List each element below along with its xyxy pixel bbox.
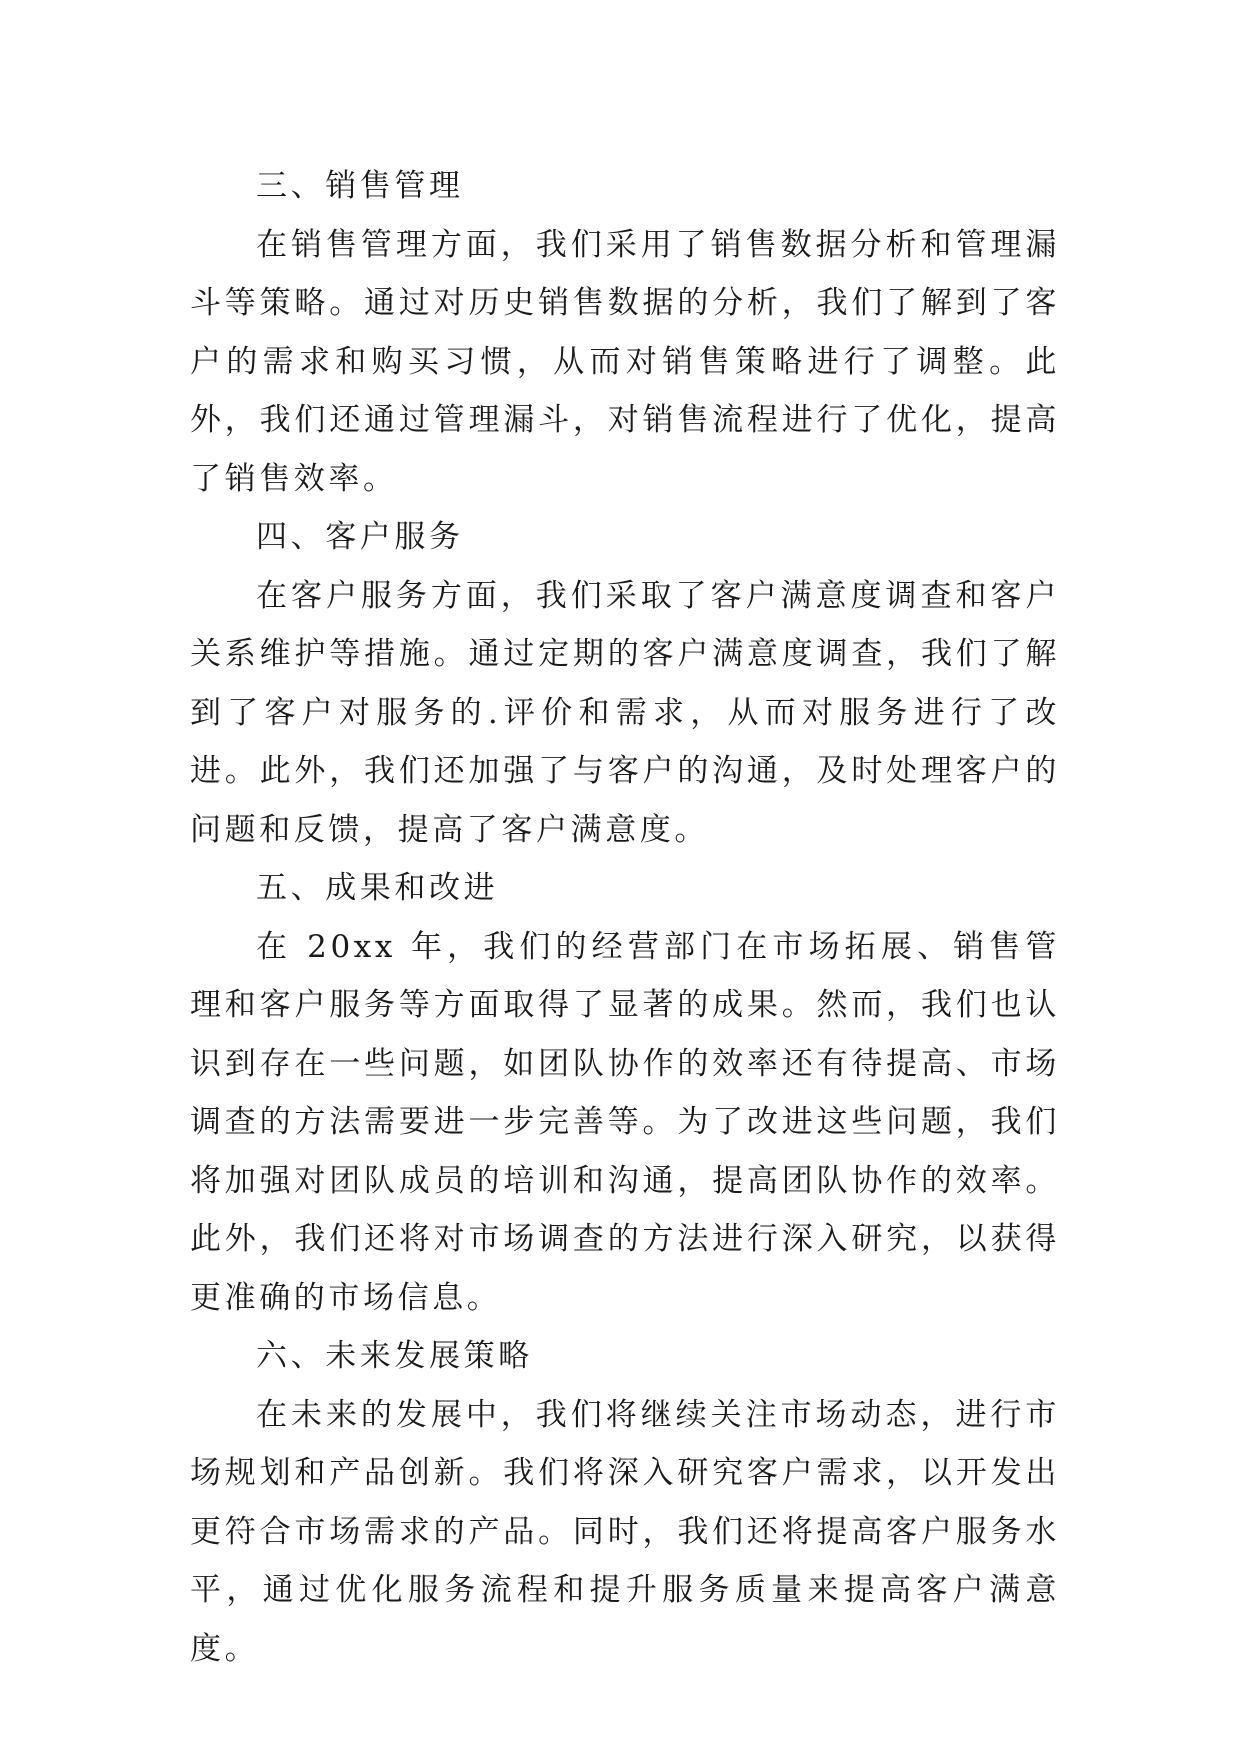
document-body (190, 157, 1060, 1678)
section-paragraph: 在未来的发展中，我们将继续关注市场动态，进行市场规划和产品创新。我们将深入研究客户需求，以开发出更符合市场需求的产品。同时，我们还将提高客户服务水平，通过优化服务流程和提升服务质量来提高客户满意度。 (190, 1396, 1060, 1667)
section-paragraph: 在 20xx 年，我们的经营部门在市场拓展、销售管理和客户服务等方面取得了显著的成果。然而，我们也认识到存在一些问题，如团队协作的效率还有待提高、市场调查的方法需要进一步完善等。为了改进这些问题，我们将加强对团队成员的培训和沟通，提高团队协作的效率。此外，我们还将对市场调查的方法进行深入研究，以获得更准确的市场信息。 (190, 928, 1060, 1316)
section-heading-results-improvement: 五、成果和改进 (256, 870, 499, 906)
section-paragraph: 在客户服务方面，我们采取了客户满意度调查和客户关系维护等措施。通过定期的客户满意度调查，我们了解到了客户对服务的.评价和需求，从而对服务进行了改进。此外，我们还加强了与客户的沟通，及时处理客户的问题和反馈，提高了客户满意度。 (190, 577, 1060, 848)
section-paragraph: 在销售管理方面，我们采用了销售数据分析和管理漏斗等策略。通过对历史销售数据的分析，我们了解到了客户的需求和购买习惯，从而对销售策略进行了调整。此外，我们还通过管理漏斗，对销售流程进行了优化，提高了销售效率。 (190, 226, 1060, 497)
section-heading-customer-service: 四、客户服务 (256, 519, 464, 555)
section-heading-future-strategy: 六、未来发展策略 (256, 1338, 533, 1374)
section-heading-sales-management: 三、销售管理 (256, 168, 464, 204)
